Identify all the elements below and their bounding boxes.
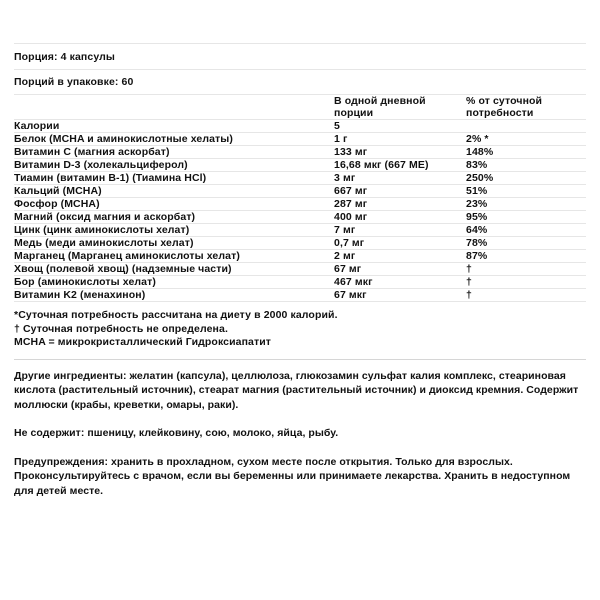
nutrient-amount-cell: 667 мг (334, 185, 466, 198)
table-header-row (14, 95, 586, 120)
nutrient-daily-value-cell: 78% (466, 237, 586, 250)
table-row (14, 146, 586, 159)
nutrient-name-cell: Калории (14, 120, 334, 133)
nutrient-amount-cell: 287 мг (334, 198, 466, 211)
nutrient-name-cell: Медь (меди аминокислоты хелат) (14, 237, 334, 250)
nutrient-amount-cell: 133 мг (334, 146, 466, 159)
footnote-line: *Суточная потребность рассчитана на диету в 2000 калорий. (14, 309, 338, 321)
nutrient-daily-value-cell: † (466, 276, 586, 289)
free-from-paragraph: Не содержит: пшеницу, клейковину, сою, молоко, яйца, рыбу. (14, 427, 339, 439)
nutrient-name-cell: Витамин D-3 (холекальциферол) (14, 159, 334, 172)
table-row (14, 237, 586, 250)
top-spacer (14, 0, 586, 43)
table-row (14, 133, 586, 146)
nutrient-daily-value-cell: † (466, 289, 586, 302)
nutrient-amount-cell: 67 мг (334, 263, 466, 276)
supplement-facts-table (14, 94, 586, 302)
nutrient-name-cell: Витамин K2 (менахинон) (14, 289, 334, 302)
nutrient-amount-cell: 1 г (334, 133, 466, 146)
servings-per-container-row: Порций в упаковке: 60 (14, 76, 134, 88)
nutrient-daily-value-cell: 23% (466, 198, 586, 211)
table-row (14, 159, 586, 172)
nutrient-daily-value-cell: 250% (466, 172, 586, 185)
table-row (14, 120, 586, 133)
nutrient-name-cell: Фосфор (MCHA) (14, 198, 334, 211)
other-ingredients-paragraph: Другие ингредиенты: желатин (капсула), целлюлоза, глюкозамин сульфат калия комплекс, стеариновая кислота (растительный источник), стеарат магния (растительный источник) и диоксид кремния. Содержит моллюски (крабы, креветки, омары, раки). (14, 369, 579, 411)
serving-size-row: Порция: 4 капсулы (14, 50, 115, 63)
nutrient-amount-cell: 0,7 мг (334, 237, 466, 250)
nutrient-amount-cell: 5 (334, 120, 466, 133)
nutrient-name-cell: Бор (аминокислоты хелат) (14, 276, 334, 289)
nutrient-daily-value-cell: 64% (466, 224, 586, 237)
nutrient-amount-cell: 400 мг (334, 211, 466, 224)
nutrient-amount-cell: 467 мкг (334, 276, 466, 289)
table-row (14, 172, 586, 185)
nutrient-daily-value-cell: 95% (466, 211, 586, 224)
table-row (14, 276, 586, 289)
paragraphs-block (14, 360, 586, 499)
footnote-line: MCHA = микрокристаллический Гидроксиапатит (14, 336, 272, 348)
nutrient-daily-value-cell: 83% (466, 159, 586, 172)
header-percent-daily-value: % от суточной потребности (466, 95, 586, 120)
nutrient-name-cell: Тиамин (витамин B-1) (Тиамина HCl) (14, 172, 334, 185)
warnings-paragraph: Предупреждения: хранить в прохладном, сухом месте после открытия. Только для взрослых. Проконсультируйтесь с врачом, если вы беременны или принимаете лекарства. Хранить в недоступном для детей месте. (14, 455, 571, 497)
nutrient-name-cell: Кальций (MCHA) (14, 185, 334, 198)
table-row (14, 224, 586, 237)
footnote-line: † Суточная потребность не определена. (14, 322, 228, 335)
table-row (14, 185, 586, 198)
nutrient-amount-cell: 2 мг (334, 250, 466, 263)
table-row (14, 211, 586, 224)
nutrient-name-cell: Хвощ (полевой хвощ) (надземные части) (14, 263, 334, 276)
nutrient-daily-value-cell (466, 120, 586, 133)
nutrient-daily-value-cell: 148% (466, 146, 586, 159)
nutrient-name-cell: Белок (MCHA и аминокислотные хелаты) (14, 133, 334, 146)
nutrient-daily-value-cell: † (466, 263, 586, 276)
table-row (14, 250, 586, 263)
footnotes-block (14, 302, 586, 359)
table-row (14, 263, 586, 276)
table-row (14, 198, 586, 211)
nutrient-daily-value-cell: 2% * (466, 133, 586, 146)
table-row (14, 289, 586, 302)
table-body (14, 120, 586, 302)
nutrient-name-cell: Магний (оксид магния и аскорбат) (14, 211, 334, 224)
header-amount-per-serving: В одной дневной порции (334, 95, 466, 120)
nutrient-name-cell: Марганец (Марганец аминокислоты хелат) (14, 250, 334, 263)
nutrient-daily-value-cell: 51% (466, 185, 586, 198)
nutrient-amount-cell: 67 мкг (334, 289, 466, 302)
nutrient-amount-cell: 3 мг (334, 172, 466, 185)
nutrient-name-cell: Цинк (цинк аминокислоты хелат) (14, 224, 334, 237)
nutrient-daily-value-cell: 87% (466, 250, 586, 263)
nutrient-name-cell: Витамин C (магния аскорбат) (14, 146, 334, 159)
header-nutrient (14, 95, 334, 120)
nutrient-amount-cell: 7 мг (334, 224, 466, 237)
nutrient-amount-cell: 16,68 мкг (667 МЕ) (334, 159, 466, 172)
